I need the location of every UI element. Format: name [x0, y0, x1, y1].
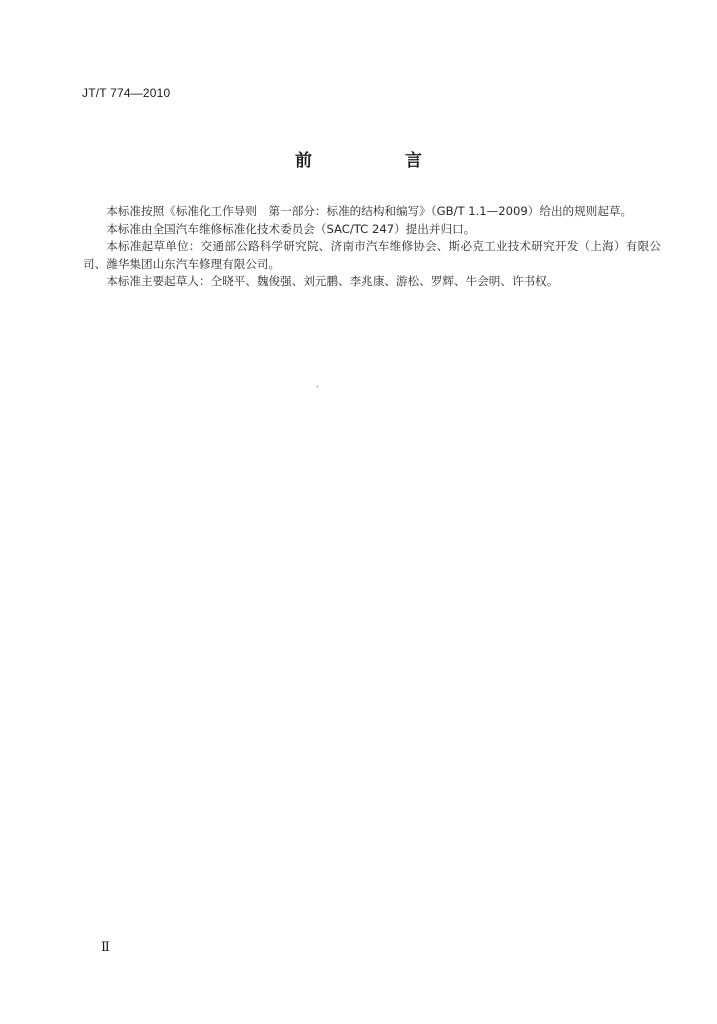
page-number: Ⅱ: [101, 940, 110, 955]
paragraph-proposed-by: 本标准由全国汽车维修标准化技术委员会（SAC/TC 247）提出并归口。: [106, 221, 476, 236]
paragraph-main-drafters: 本标准主要起草人：仝晓平、魏俊强、刘元鹏、李兆康、游松、罗辉、牛会明、许书权。: [106, 274, 559, 288]
paragraph-drafting-units: 本标准起草单位：交通部公路科学研究院、济南市汽车维修协会、斯必克工业技术研究开发（上海）有限公司、潍华集团山东汽车修理有限公司。: [83, 239, 661, 271]
foreword-body: [83, 203, 661, 291]
scan-artifact-dot: [317, 386, 318, 387]
paragraph-drafting-rules: 本标准按照《标准化工作导则 第一部分：标准的结构和编写》（GB/T 1.1—2009）给出的规则起草。: [106, 204, 633, 218]
page-title-foreword: 前 言: [295, 151, 460, 171]
standard-code-header: JT/T 774—2010: [82, 86, 171, 100]
